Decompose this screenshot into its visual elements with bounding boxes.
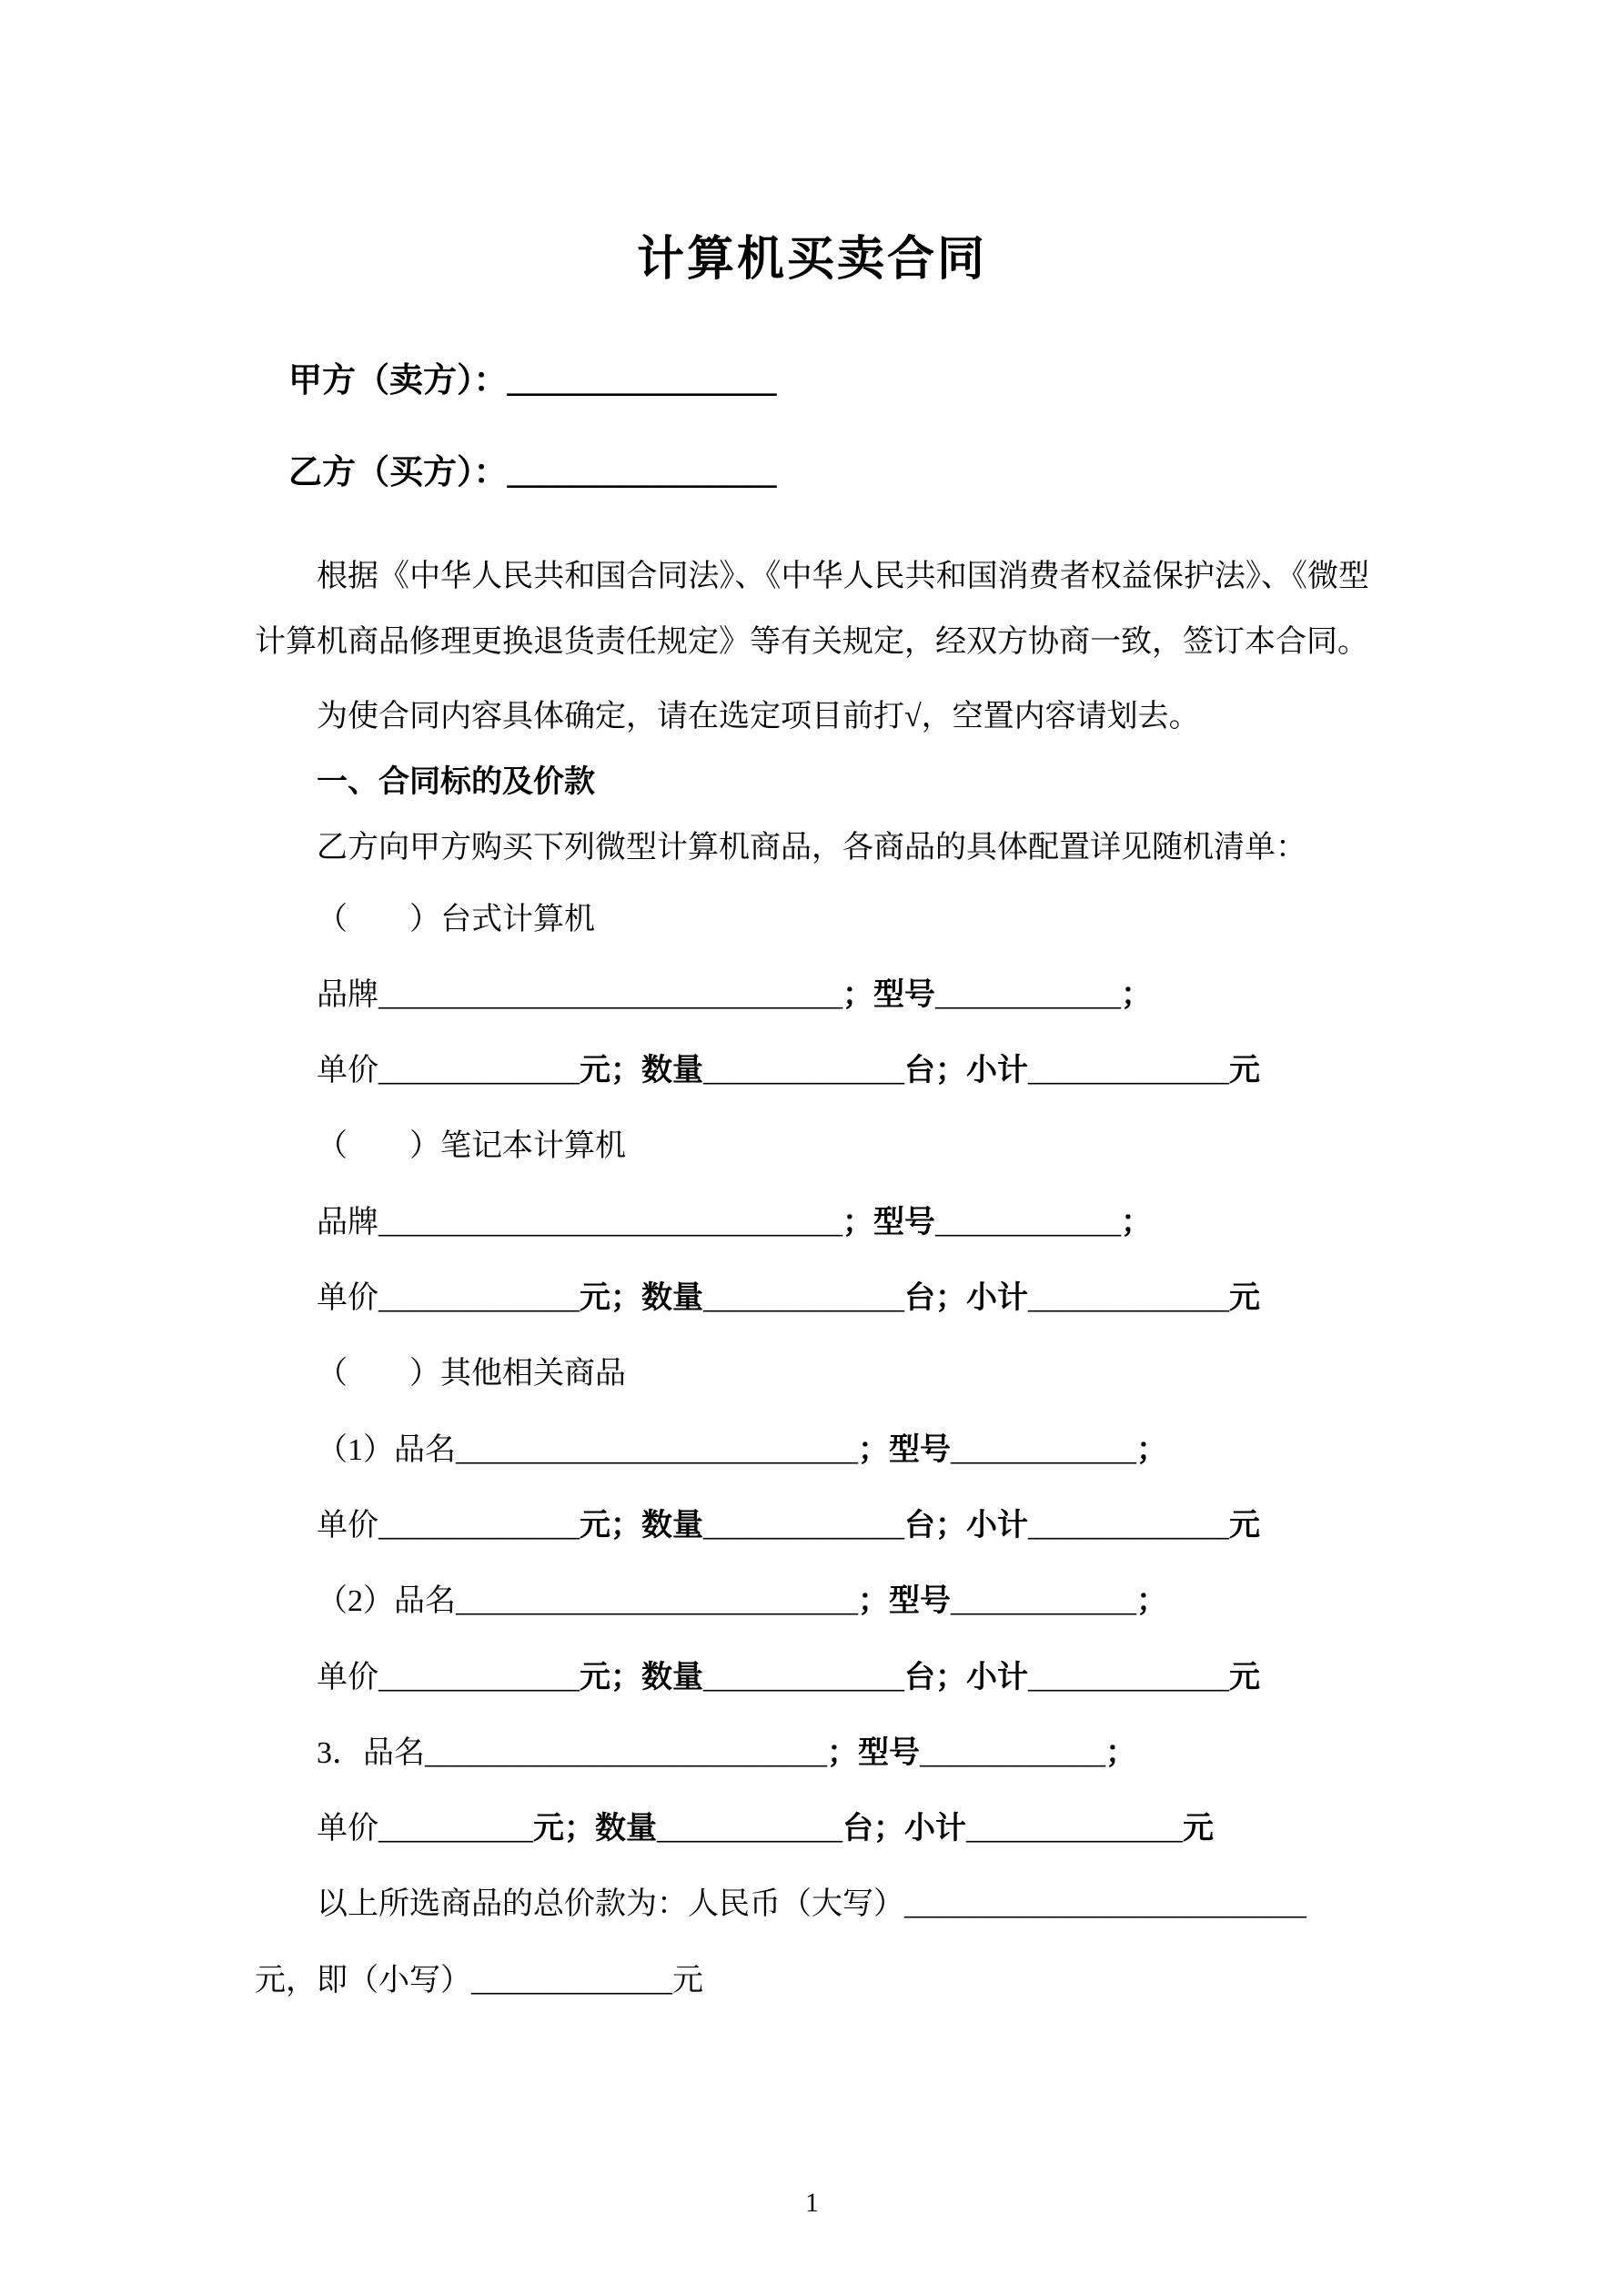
laptop-price-line: 单价_____________元；数量_____________台；小计_____________元 (317, 1281, 1260, 1316)
laptop-brand-line: 品牌______________________________；型号____________； (317, 1205, 1152, 1239)
preamble (255, 544, 1369, 750)
party-a-line: 甲方（卖方）：________________ (288, 362, 777, 400)
instruction-paragraph: 为使合同内容具体确定，请在选定项目前打√，空置内容请划去。 (317, 700, 1200, 734)
other-item1-name-line: （1）品名__________________________；型号____________； (317, 1432, 1167, 1467)
other-item1-price-line: 单价_____________元；数量_____________台；小计_____________元 (317, 1508, 1260, 1542)
desktop-price-line: 单价_____________元；数量_____________台；小计_____________元 (317, 1054, 1260, 1088)
desktop-brand-line: 品牌______________________________；型号____________； (317, 977, 1152, 1012)
legal-basis-paragraph: 根据《中华人民共和国合同法》、《中华人民共和国消费者权益保护法》、《微型计算机商品修理更换退货责任规定》等有关规定，经双方协商一致，签订本合同。 (255, 560, 1369, 660)
other-item3-price-line: 单价__________元；数量____________台；小计______________元 (317, 1812, 1214, 1846)
section1-heading: 一、合同标的及价款 (317, 765, 595, 800)
page-title: 计算机买卖合同 (636, 234, 987, 286)
party-b-line: 乙方（买方）：________________ (288, 453, 777, 491)
total-amount-line-continued: 元，即（小写）_____________元 (255, 1963, 703, 1998)
checkbox-other-line: （ ）其他相关商品 (317, 1357, 626, 1391)
other-item2-name-line: （2）品名__________________________；型号____________； (317, 1584, 1167, 1619)
page-number: 1 (805, 2188, 819, 2218)
total-amount-line: 以上所选商品的总价款为：人民币（大写）__________________________ (317, 1887, 1306, 1922)
section1-intro: 乙方向甲方购买下列微型计算机商品，各商品的具体配置详见随机清单： (317, 831, 1306, 865)
other-item3-name-line: 3．品名__________________________；型号____________； (317, 1735, 1136, 1770)
other-item2-price-line: 单价_____________元；数量_____________台；小计_____________元 (317, 1660, 1260, 1694)
checkbox-desktop-line: （ ）台式计算机 (317, 902, 595, 936)
checkbox-laptop-line: （ ）笔记本计算机 (317, 1129, 626, 1164)
